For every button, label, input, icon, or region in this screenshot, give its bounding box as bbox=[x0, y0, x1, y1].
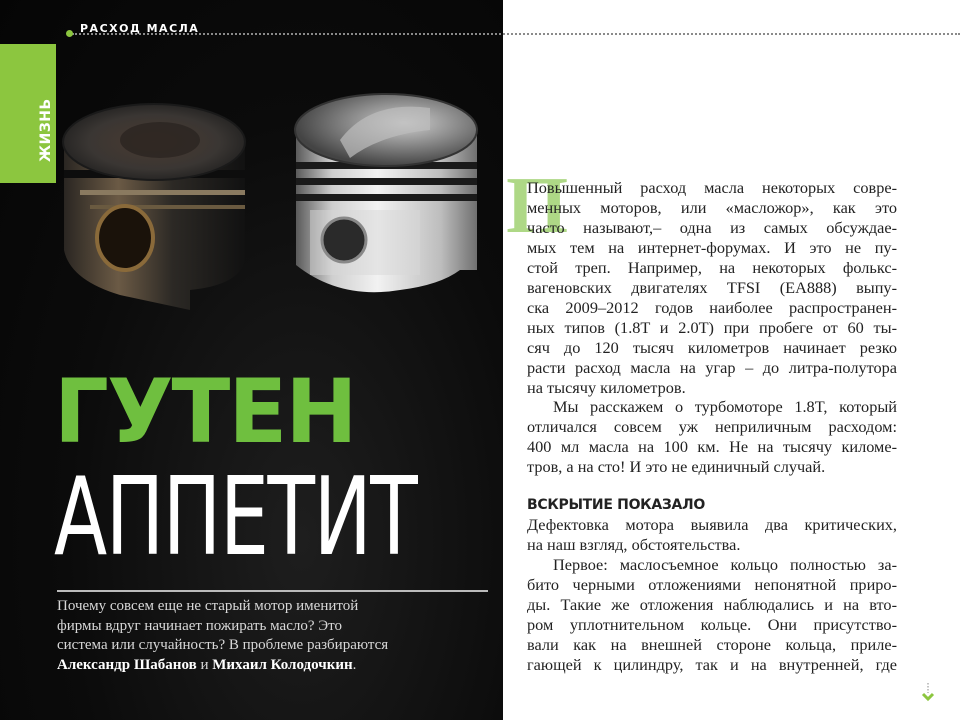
lead-authors bbox=[57, 656, 497, 676]
text-line: ска 2009–2012 годов наиболее распространен- bbox=[527, 297, 897, 317]
text-line: вали как на внешней стороне кольца, приле- bbox=[527, 635, 897, 655]
text-line: на наш взгляд, обстоятельства. bbox=[527, 535, 741, 555]
rubric-label: ЖИЗНЬ bbox=[38, 98, 54, 162]
headline-line1: ГУТЕН bbox=[54, 360, 356, 463]
text-line: отличался совсем уж неприличным расходом: bbox=[527, 417, 897, 437]
section-bullet-icon bbox=[66, 30, 73, 37]
text-line: сяч до 120 тысяч километров начинает резко bbox=[527, 337, 897, 357]
paragraph-4 bbox=[527, 555, 897, 675]
text-line: ды. Такие же отложения наблюдались и на вто- bbox=[527, 595, 897, 615]
paragraph-3 bbox=[527, 515, 897, 555]
lead-line: система или случайность? В проблеме разбираются bbox=[57, 637, 389, 653]
pistons-photo bbox=[40, 80, 500, 380]
header-dotted-rule bbox=[72, 33, 960, 35]
text-line: ных типов (1.8T и 2.0T) при пробеге от 60 ты- bbox=[527, 317, 897, 337]
text-line: стой треп. Например, на некоторых фолькс- bbox=[527, 257, 897, 277]
text-line: часто называют,– одна из самых обсуждае- bbox=[527, 217, 897, 237]
author-2: Михаил Колодочкин bbox=[212, 656, 353, 673]
text-line: Мы расскажем о турбомоторе 1.8T, который bbox=[553, 397, 897, 417]
headline-line2: АППЕТИТ bbox=[54, 455, 417, 580]
text-line: ром уплотнительном кольце. Они присутство- bbox=[527, 615, 897, 635]
chevron-down-icon[interactable] bbox=[920, 683, 936, 703]
text-line: менных моторов, или «масложор», как это bbox=[527, 197, 897, 217]
lead-line: Почему совсем еще не старый мотор именитой bbox=[57, 598, 359, 614]
text-line: на тысячу километров. bbox=[527, 377, 686, 397]
article-body bbox=[527, 178, 897, 675]
lead-divider bbox=[57, 590, 488, 592]
text-line: гающей к цилиндру, так и на внутренней, где bbox=[527, 654, 897, 674]
author-conjunction: и bbox=[196, 656, 213, 673]
text-line: мых тем на интернет-форумах. И это не пу- bbox=[527, 237, 897, 257]
text-line: Дефектовка мотора выявила два критических, bbox=[527, 515, 897, 535]
lead-line: фирмы вдруг начинает пожирать масло? Это bbox=[57, 617, 343, 634]
author-1: Александр Шабанов bbox=[57, 656, 197, 673]
paragraph-2 bbox=[527, 397, 897, 477]
text-line: вагеновских двигателях TFSI (EA888) выпу- bbox=[527, 277, 897, 297]
text-line: тров, а на сто! И это не единичный случай. bbox=[527, 457, 826, 477]
text-line: бито черными отложениями непонятной приро- bbox=[527, 575, 897, 595]
text-line: 400 мл масла на 100 км. Не на тысячу киломе- bbox=[527, 437, 897, 457]
drop-cap: П bbox=[506, 162, 569, 250]
section-title: РАСХОД МАСЛА bbox=[80, 22, 200, 35]
subheading: ВСКРЫТИЕ ПОКАЗАЛО bbox=[527, 497, 705, 514]
paragraph-1 bbox=[527, 178, 897, 397]
lead-paragraph bbox=[57, 597, 497, 675]
text-line: Повышенный расход масла некоторых совре- bbox=[527, 178, 897, 197]
text-line: расти расход масла на угар – до литра-полутора bbox=[527, 357, 897, 377]
authors-period: . bbox=[352, 656, 357, 673]
text-line: Первое: маслосъемное кольцо полностью за- bbox=[553, 555, 897, 575]
